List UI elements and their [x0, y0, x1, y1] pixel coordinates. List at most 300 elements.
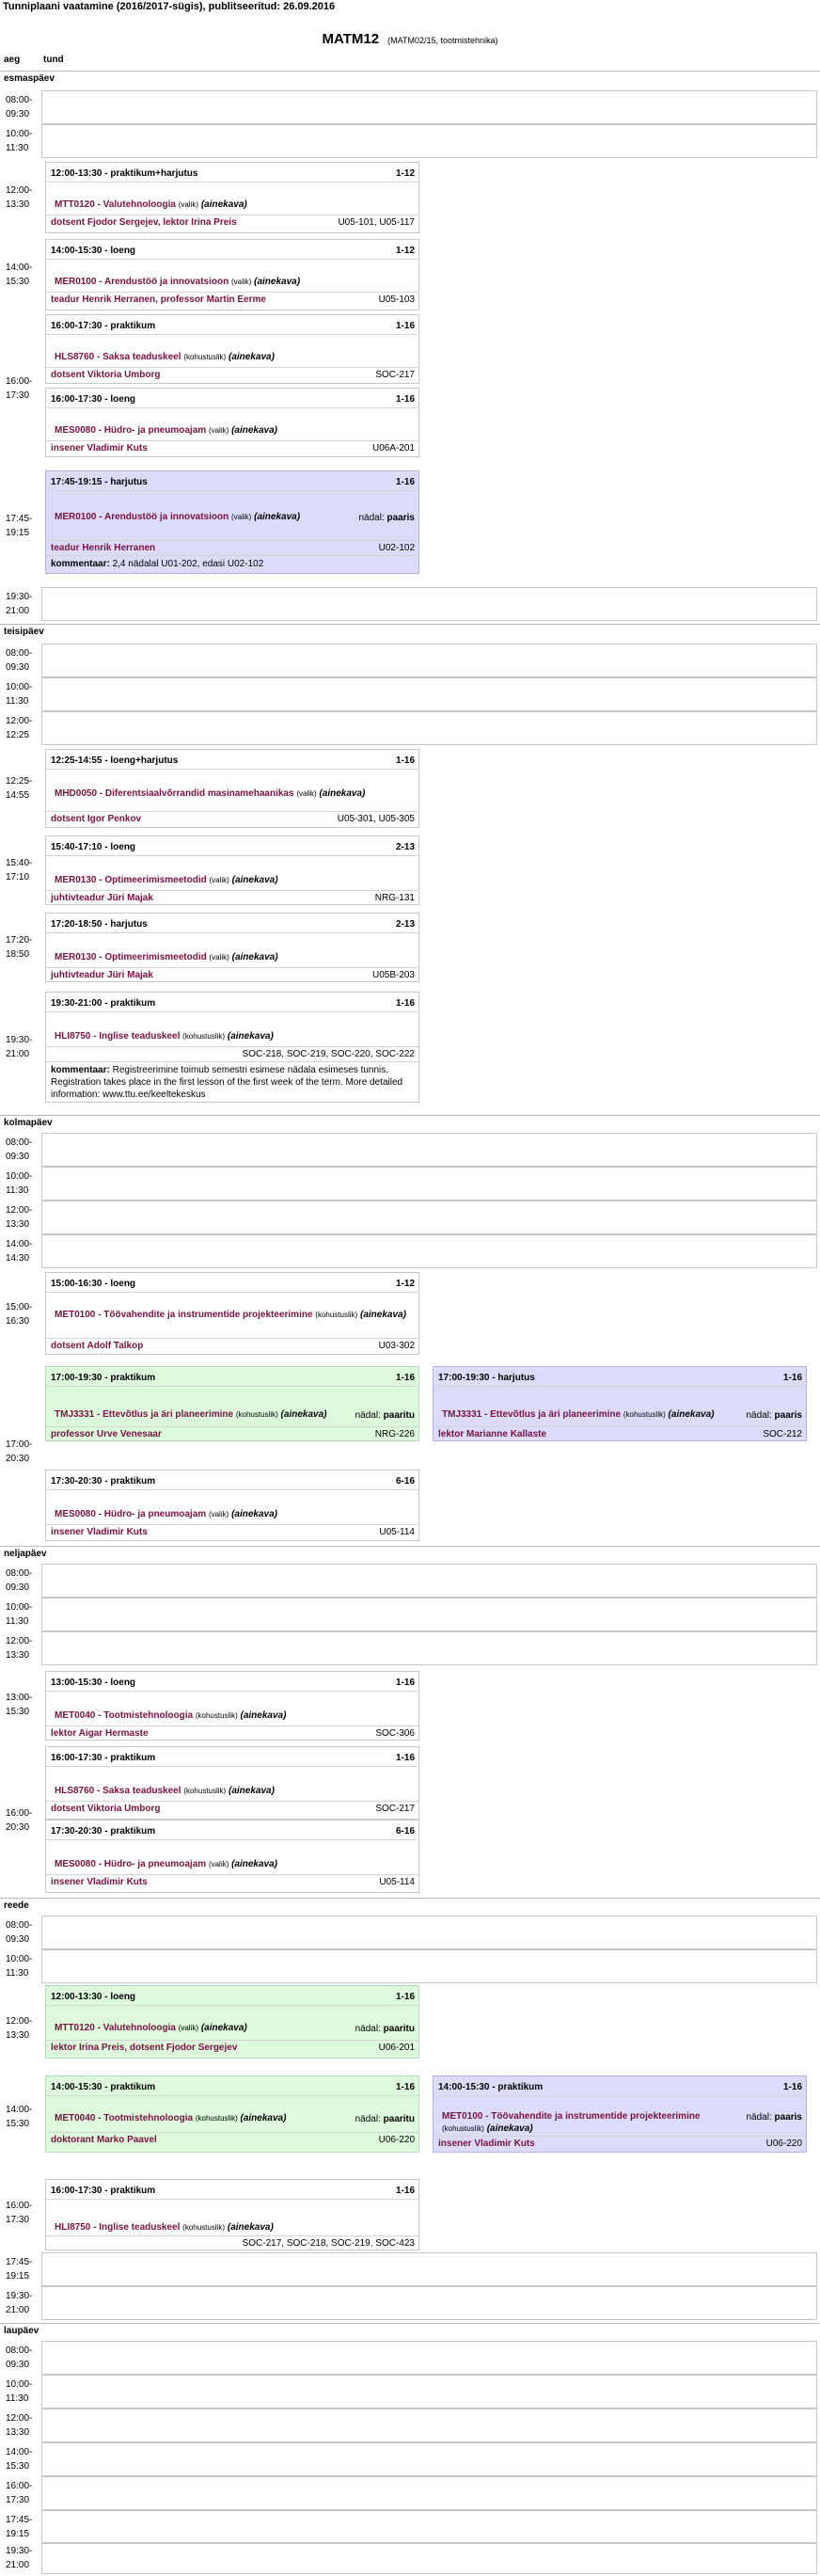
- room-list: U05-301, U05-305: [337, 814, 415, 824]
- lesson-header: [51, 246, 415, 256]
- course-code-title: HLS8760 - Saksa teaduskeel: [55, 1786, 181, 1796]
- time-row: [0, 2173, 820, 2252]
- card-divider: [46, 259, 418, 260]
- page-header: Tunniplaani vaatamine (2016/2017-sügis), publitseeritud: 26.09.2016: [3, 1, 336, 12]
- lesson-week-range: 1-16: [395, 477, 415, 487]
- room-list: U06-220: [378, 2135, 415, 2145]
- time-row: [0, 465, 820, 587]
- course-code-title: MER0100 - Arendustöö ja innovatsioon: [55, 277, 229, 287]
- time-row: [0, 2375, 820, 2409]
- lesson-card[interactable]: [45, 314, 419, 384]
- teacher-name[interactable]: dotsent Viktoria Umborg: [51, 370, 161, 380]
- lesson-week-range: 1-16: [395, 321, 415, 331]
- teacher-name[interactable]: doktorant Marko Paavel: [51, 2135, 157, 2145]
- time-row: [0, 1949, 820, 1983]
- teacher-name[interactable]: dotsent Fjodor Sergejev, lektor Irina Preis: [51, 217, 237, 228]
- day-divider: [0, 1546, 820, 1547]
- teacher-name[interactable]: dotsent Igor Penkov: [51, 814, 142, 824]
- course-name[interactable]: [55, 2022, 334, 2034]
- teacher-name[interactable]: insener Vladimir Kuts: [51, 443, 148, 453]
- teacher-name[interactable]: insener Vladimir Kuts: [51, 1877, 148, 1887]
- time-row: [0, 90, 820, 124]
- time-slot-label: 15:00- 16:30: [6, 1302, 33, 1327]
- course-syllabus-link[interactable]: (ainekava): [229, 1786, 275, 1796]
- course-name[interactable]: [55, 424, 415, 437]
- time-slot-label: 14:00- 15:30: [6, 2105, 33, 2129]
- lesson-time-type: 17:00-19:30 - praktikum: [51, 1373, 156, 1383]
- time-row: [0, 711, 820, 745]
- course-code-title: HLS8760 - Saksa teaduskeel: [55, 352, 181, 362]
- lesson-card[interactable]: [45, 388, 419, 457]
- course-code-title: MES0080 - Hüdro- ja pneumoajam: [55, 425, 207, 436]
- card-divider: [46, 334, 418, 335]
- course-type: (valik): [231, 278, 252, 286]
- course-type: (valik): [296, 789, 317, 798]
- course-syllabus-link[interactable]: (ainekava): [231, 1859, 277, 1869]
- course-name[interactable]: [442, 2110, 721, 2135]
- lesson-header: [51, 1476, 415, 1487]
- lesson-header: [51, 1279, 415, 1289]
- empty-slot[interactable]: [41, 124, 817, 158]
- course-code-title: MES0080 - Hüdro- ja pneumoajam: [55, 1509, 207, 1519]
- time-slot-label: 17:45- 19:15: [6, 2257, 33, 2282]
- course-type: (kohustuslik): [315, 1311, 358, 1319]
- empty-slot[interactable]: [41, 1598, 817, 1631]
- course-syllabus-link[interactable]: (ainekava): [486, 2123, 533, 2134]
- empty-slot[interactable]: [41, 1949, 817, 1983]
- lesson-header: [51, 842, 415, 852]
- course-name[interactable]: [55, 1709, 415, 1722]
- room-list: U03-302: [378, 1341, 415, 1351]
- time-slot-label: 15:40- 17:10: [6, 858, 33, 883]
- week-parity-value: paaris: [774, 1410, 802, 1421]
- empty-slot[interactable]: [41, 1201, 817, 1234]
- empty-slot[interactable]: [41, 1631, 817, 1665]
- course-code-title: HLI8750 - Inglise teaduskeel: [55, 1031, 181, 1042]
- empty-slot[interactable]: [41, 2341, 817, 2375]
- course-syllabus-link[interactable]: (ainekava): [231, 875, 278, 885]
- lesson-week-range: 2-13: [395, 842, 415, 852]
- time-row: [0, 1133, 820, 1167]
- course-code-title: MES0080 - Hüdro- ja pneumoajam: [55, 1859, 207, 1869]
- lesson-card[interactable]: [45, 1366, 419, 1441]
- course-name[interactable]: [55, 2112, 334, 2124]
- course-type: (valik): [209, 876, 229, 884]
- lesson-week-range: 1-16: [782, 2082, 802, 2092]
- day-label: laupäev: [4, 2326, 39, 2336]
- group-subtitle: (MATM02/15, tootmistehnika): [387, 36, 498, 45]
- time-row: [0, 2476, 820, 2510]
- room-list: SOC-217, SOC-218, SOC-219, SOC-423: [242, 2238, 415, 2249]
- card-divider: [434, 2095, 806, 2096]
- time-slot-label: 16:00- 17:30: [6, 2201, 33, 2225]
- lesson-card[interactable]: [45, 1272, 419, 1355]
- course-code-title: MHD0050 - Diferentsiaalvõrrandid masinamehaanikas: [55, 788, 294, 799]
- course-type: (valik): [231, 513, 252, 521]
- lesson-card[interactable]: [45, 470, 419, 574]
- lesson-time-type: 17:45-19:15 - harjutus: [51, 477, 148, 487]
- lesson-card[interactable]: [45, 162, 419, 233]
- time-row: [0, 909, 820, 986]
- lesson-header: [51, 321, 415, 331]
- course-syllabus-link[interactable]: (ainekava): [280, 1409, 327, 1420]
- room-list: U05B-203: [371, 970, 415, 980]
- course-syllabus-link[interactable]: (ainekava): [319, 788, 366, 799]
- time-row: [0, 644, 820, 677]
- time-slot-label: 13:00- 15:30: [6, 1693, 33, 1717]
- course-name[interactable]: [442, 1408, 721, 1421]
- week-parity-value: paaritu: [383, 1410, 415, 1421]
- course-name[interactable]: [55, 2221, 415, 2234]
- time-row: [0, 2510, 820, 2544]
- lesson-card[interactable]: [45, 2179, 419, 2250]
- lesson-time-type: 19:30-21:00 - praktikum: [51, 998, 156, 1009]
- teacher-name[interactable]: lektor Marianne Kallaste: [438, 1429, 547, 1439]
- column-header-lesson: tund: [43, 55, 64, 65]
- empty-slot[interactable]: [41, 2409, 817, 2442]
- lesson-week-range: 1-16: [395, 755, 415, 766]
- course-syllabus-link[interactable]: (ainekava): [240, 2113, 287, 2123]
- time-slot-label: 17:20- 18:50: [6, 935, 33, 960]
- lesson-time-type: 14:00-15:30 - praktikum: [438, 2082, 544, 2092]
- teacher-name[interactable]: lektor Aigar Hermaste: [51, 1728, 149, 1739]
- card-divider: [46, 1524, 418, 1525]
- day-label: neljapäev: [4, 1549, 47, 1559]
- week-parity: [359, 513, 416, 523]
- time-slot-label: 12:00- 13:30: [6, 2413, 33, 2438]
- teacher-name[interactable]: juhtivteadur Jüri Majak: [51, 970, 153, 980]
- week-parity: [355, 2114, 415, 2124]
- card-divider: [46, 1874, 418, 1875]
- course-type: (kohustuslik): [182, 1032, 226, 1041]
- week-parity-value: paaris: [386, 513, 415, 523]
- time-row: [0, 677, 820, 711]
- empty-slot[interactable]: [41, 677, 817, 711]
- time-slot-label: 08:00- 09:30: [6, 1137, 33, 1162]
- course-name[interactable]: [55, 874, 415, 886]
- lesson-header: [51, 1992, 415, 2002]
- comment-label: kommentaar:: [51, 1065, 110, 1075]
- empty-slot[interactable]: [41, 2442, 817, 2476]
- lesson-card[interactable]: [45, 239, 419, 310]
- lesson-time-type: 12:00-13:30 - loeng: [51, 1992, 136, 2002]
- empty-slot[interactable]: [41, 90, 817, 124]
- room-list: SOC-217: [375, 1804, 415, 1814]
- day-divider: [0, 624, 820, 625]
- time-slot-label: 08:00- 09:30: [6, 648, 33, 673]
- card-divider: [46, 769, 418, 770]
- course-syllabus-link[interactable]: (ainekava): [231, 1509, 277, 1519]
- empty-slot[interactable]: [41, 2375, 817, 2409]
- time-slot-label: 12:00- 13:30: [6, 1205, 33, 1230]
- time-row: [0, 2252, 820, 2286]
- lesson-time-type: 17:00-19:30 - harjutus: [438, 1373, 535, 1383]
- card-divider: [46, 1338, 418, 1339]
- lesson-time-type: 17:30-20:30 - praktikum: [51, 1476, 156, 1487]
- course-code-title: TMJ3331 - Ettevõtlus ja äri planeerimine: [442, 1409, 622, 1420]
- course-type: (valik): [208, 1510, 229, 1519]
- course-syllabus-link[interactable]: (ainekava): [231, 952, 278, 962]
- card-divider: [46, 407, 418, 408]
- week-parity-label: nädal:: [746, 1410, 772, 1421]
- course-syllabus-link[interactable]: (ainekava): [229, 352, 275, 362]
- time-row: [0, 745, 820, 832]
- week-parity-value: paaritu: [383, 2024, 415, 2034]
- course-type: (valik): [208, 1860, 229, 1868]
- lesson-time-type: 16:00-17:30 - praktikum: [51, 2186, 156, 2196]
- lesson-week-range: 1-12: [395, 246, 415, 256]
- lesson-week-range: 1-12: [395, 168, 415, 179]
- lesson-card[interactable]: [45, 749, 419, 828]
- lesson-week-range: 1-16: [395, 1753, 415, 1763]
- course-syllabus-link[interactable]: (ainekava): [254, 512, 301, 522]
- course-name[interactable]: [55, 1858, 415, 1870]
- card-divider: [46, 967, 418, 968]
- empty-slot[interactable]: [41, 711, 817, 745]
- empty-slot[interactable]: [41, 2252, 817, 2286]
- card-divider: [46, 2095, 418, 2096]
- lesson-card[interactable]: [45, 835, 419, 905]
- course-code-title: MET0040 - Tootmistehnoloogia: [55, 1710, 194, 1721]
- card-divider: [46, 1426, 418, 1427]
- course-name[interactable]: [55, 787, 415, 800]
- teacher-name[interactable]: dotsent Adolf Talkop: [51, 1341, 144, 1351]
- lesson-card[interactable]: [45, 2075, 419, 2153]
- day-divider: [0, 2323, 820, 2324]
- lesson-card[interactable]: [45, 1470, 419, 1541]
- week-parity-label: nädal:: [746, 2112, 772, 2123]
- week-parity-label: nädal:: [355, 2114, 381, 2124]
- time-row: [0, 587, 820, 621]
- lesson-card[interactable]: [433, 1366, 807, 1441]
- time-slot-label: 19:30- 21:00: [6, 1035, 33, 1059]
- time-row: [0, 1234, 820, 1268]
- card-divider: [46, 932, 418, 933]
- teacher-name[interactable]: juhtivteadur Jüri Majak: [51, 893, 153, 903]
- lesson-time-type: 17:30-20:30 - praktikum: [51, 1826, 156, 1837]
- time-row: [0, 1665, 820, 1744]
- course-type: (kohustuslik): [623, 1410, 666, 1419]
- teacher-name[interactable]: insener Vladimir Kuts: [51, 1527, 148, 1537]
- card-divider: [46, 1839, 418, 1840]
- lesson-time-type: 16:00-17:30 - praktikum: [51, 1753, 156, 1763]
- card-divider: [434, 1426, 806, 1427]
- time-slot-label: 12:00- 13:30: [6, 2016, 33, 2041]
- course-code-title: MTT0120 - Valutehnoloogia: [55, 2023, 176, 2033]
- card-divider: [46, 1061, 418, 1062]
- course-type: (kohustuslik): [235, 1410, 278, 1419]
- empty-slot[interactable]: [41, 1564, 817, 1598]
- comment-label: kommentaar:: [51, 559, 110, 569]
- time-slot-label: 12:25- 14:55: [6, 776, 33, 801]
- lesson-time-type: 15:00-16:30 - loeng: [51, 1279, 136, 1289]
- course-syllabus-link[interactable]: (ainekava): [200, 2023, 247, 2033]
- week-parity-label: nädal:: [355, 2024, 381, 2034]
- time-row: [0, 1916, 820, 1949]
- card-divider: [46, 367, 418, 368]
- course-syllabus-link[interactable]: (ainekava): [200, 199, 247, 210]
- card-divider: [46, 855, 418, 856]
- card-divider: [46, 1801, 418, 1802]
- empty-slot[interactable]: [41, 644, 817, 677]
- lesson-header: [51, 755, 415, 766]
- card-divider: [46, 1766, 418, 1767]
- course-syllabus-link[interactable]: (ainekava): [359, 1310, 406, 1320]
- teacher-name[interactable]: lektor Irina Preis, dotsent Fjodor Sergejev: [51, 2043, 238, 2053]
- course-code-title: TMJ3331 - Ettevõtlus ja äri planeerimine: [55, 1409, 234, 1420]
- course-code-title: MER0100 - Arendustöö ja innovatsioon: [55, 512, 229, 522]
- time-row: [0, 1167, 820, 1201]
- teacher-name[interactable]: teadur Henrik Herranen, professor Martin Eerme: [51, 294, 266, 305]
- teacher-name[interactable]: professor Urve Venesaar: [51, 1429, 162, 1439]
- card-divider: [46, 1292, 418, 1293]
- time-row: [0, 1598, 820, 1631]
- course-name[interactable]: [55, 1309, 415, 1321]
- empty-slot[interactable]: [41, 1167, 817, 1201]
- lesson-week-range: 2-13: [395, 919, 415, 930]
- day-divider: [0, 1115, 820, 1116]
- empty-slot[interactable]: [41, 2510, 817, 2544]
- card-divider: [46, 1046, 418, 1047]
- course-syllabus-link[interactable]: (ainekava): [231, 425, 277, 436]
- course-name[interactable]: [55, 199, 415, 211]
- card-divider: [46, 490, 418, 491]
- course-syllabus-link[interactable]: (ainekava): [240, 1710, 287, 1721]
- course-name[interactable]: [55, 1408, 334, 1421]
- lesson-card[interactable]: [45, 1671, 419, 1741]
- course-name[interactable]: [55, 951, 415, 963]
- week-parity-value: paaris: [774, 2112, 802, 2123]
- course-type: (kohustuslik): [195, 2114, 238, 2123]
- course-code-title: MET0100 - Töövahendite ja instrumentide projekteerimine: [442, 2111, 701, 2122]
- day-label: kolmapäev: [4, 1118, 53, 1128]
- card-divider: [46, 1725, 418, 1726]
- lesson-time-type: 17:20-18:50 - harjutus: [51, 919, 148, 930]
- card-divider: [46, 540, 418, 541]
- lesson-header: [51, 168, 415, 179]
- lesson-card[interactable]: [45, 913, 419, 982]
- time-row: [0, 1631, 820, 1665]
- card-divider: [434, 1386, 806, 1387]
- day-label: esmaspäev: [4, 73, 55, 84]
- time-row: [0, 158, 820, 237]
- empty-slot[interactable]: [41, 1234, 817, 1268]
- lesson-header: [51, 998, 415, 1009]
- time-row: [0, 1983, 820, 2074]
- card-divider: [46, 1011, 418, 1012]
- course-name[interactable]: [55, 351, 415, 363]
- time-row: [0, 832, 820, 909]
- course-syllabus-link[interactable]: (ainekava): [668, 1409, 715, 1420]
- time-row: [0, 2286, 820, 2320]
- time-slot-label: 14:00- 15:30: [6, 262, 33, 287]
- room-list: U05-103: [378, 294, 415, 305]
- course-type: (valik): [209, 953, 229, 962]
- course-code-title: MTT0120 - Valutehnoloogia: [55, 199, 176, 210]
- teacher-name[interactable]: insener Vladimir Kuts: [438, 2139, 535, 2149]
- card-divider: [46, 440, 418, 441]
- day-divider: [0, 1898, 820, 1899]
- card-divider: [46, 2199, 418, 2200]
- time-row: [0, 237, 820, 312]
- room-list: SOC-306: [375, 1728, 415, 1739]
- lesson-header: [51, 1373, 415, 1383]
- card-divider: [46, 2235, 418, 2236]
- time-row: [0, 2542, 820, 2574]
- lesson-card[interactable]: [45, 1820, 419, 1893]
- course-name[interactable]: [55, 1785, 415, 1797]
- time-slot-label: 16:00- 17:30: [6, 376, 33, 401]
- lesson-card[interactable]: [45, 992, 419, 1103]
- teacher-name[interactable]: teadur Henrik Herranen: [51, 543, 156, 553]
- room-list: SOC-217: [375, 370, 415, 380]
- lesson-week-range: 6-16: [395, 1826, 415, 1837]
- week-parity: [355, 1410, 415, 1421]
- lesson-header: [51, 919, 415, 930]
- time-slot-label: 12:00- 12:25: [6, 716, 33, 740]
- course-name[interactable]: [55, 1030, 415, 1042]
- lesson-header: [51, 1678, 415, 1688]
- comment-text: 2,4 nädalal U01-202, edasi U02-102: [112, 559, 264, 569]
- course-name[interactable]: [55, 1508, 415, 1520]
- time-row: [0, 2409, 820, 2442]
- lesson-card[interactable]: [45, 1746, 419, 1820]
- week-parity-label: nädal:: [358, 513, 385, 523]
- lesson-week-range: 1-16: [395, 394, 415, 405]
- room-list: U05-114: [379, 1877, 415, 1887]
- course-syllabus-link[interactable]: (ainekava): [227, 2222, 274, 2233]
- card-divider: [46, 555, 418, 556]
- empty-slot[interactable]: [41, 2476, 817, 2510]
- course-syllabus-link[interactable]: (ainekava): [227, 1031, 274, 1042]
- group-title: MATM12: [322, 31, 380, 47]
- course-type: (valik): [178, 2024, 199, 2032]
- day-divider: [0, 71, 820, 72]
- time-row: [0, 2442, 820, 2476]
- week-parity: [747, 1410, 803, 1421]
- room-list: U06A-201: [371, 443, 415, 453]
- empty-slot[interactable]: [41, 2286, 817, 2320]
- empty-slot[interactable]: [41, 2542, 817, 2574]
- teacher-name[interactable]: dotsent Viktoria Umborg: [51, 1804, 161, 1814]
- course-code-title: MER0130 - Optimeerimismeetodid: [55, 875, 207, 885]
- course-name[interactable]: [55, 276, 415, 288]
- time-slot-label: 08:00- 09:30: [6, 95, 33, 119]
- course-code-title: MET0040 - Tootmistehnoloogia: [55, 2113, 194, 2123]
- time-slot-label: 19:30- 21:00: [6, 592, 33, 616]
- lesson-header: [51, 1753, 415, 1763]
- course-code-title: HLI8750 - Inglise teaduskeel: [55, 2222, 181, 2233]
- time-slot-label: 17:45- 19:15: [6, 2515, 33, 2539]
- empty-slot[interactable]: [41, 1916, 817, 1949]
- lesson-card[interactable]: [45, 1985, 419, 2059]
- time-slot-label: 12:00- 13:30: [6, 185, 33, 210]
- empty-slot[interactable]: [41, 587, 817, 621]
- lesson-card[interactable]: [433, 2075, 807, 2153]
- course-name[interactable]: [55, 511, 334, 523]
- card-divider: [46, 182, 418, 183]
- empty-slot[interactable]: [41, 1133, 817, 1167]
- time-slot-label: 19:30- 21:00: [6, 2546, 33, 2570]
- lesson-week-range: 1-12: [395, 1279, 415, 1289]
- course-syllabus-link[interactable]: (ainekava): [254, 277, 301, 287]
- lesson-time-type: 12:25-14:55 - loeng+harjutus: [51, 755, 179, 766]
- time-row: [0, 1201, 820, 1234]
- time-slot-label: 10:00- 11:30: [6, 1171, 33, 1196]
- lesson-header: [51, 2186, 415, 2196]
- course-type: (kohustuslik): [183, 1787, 227, 1795]
- lesson-header: [51, 477, 415, 487]
